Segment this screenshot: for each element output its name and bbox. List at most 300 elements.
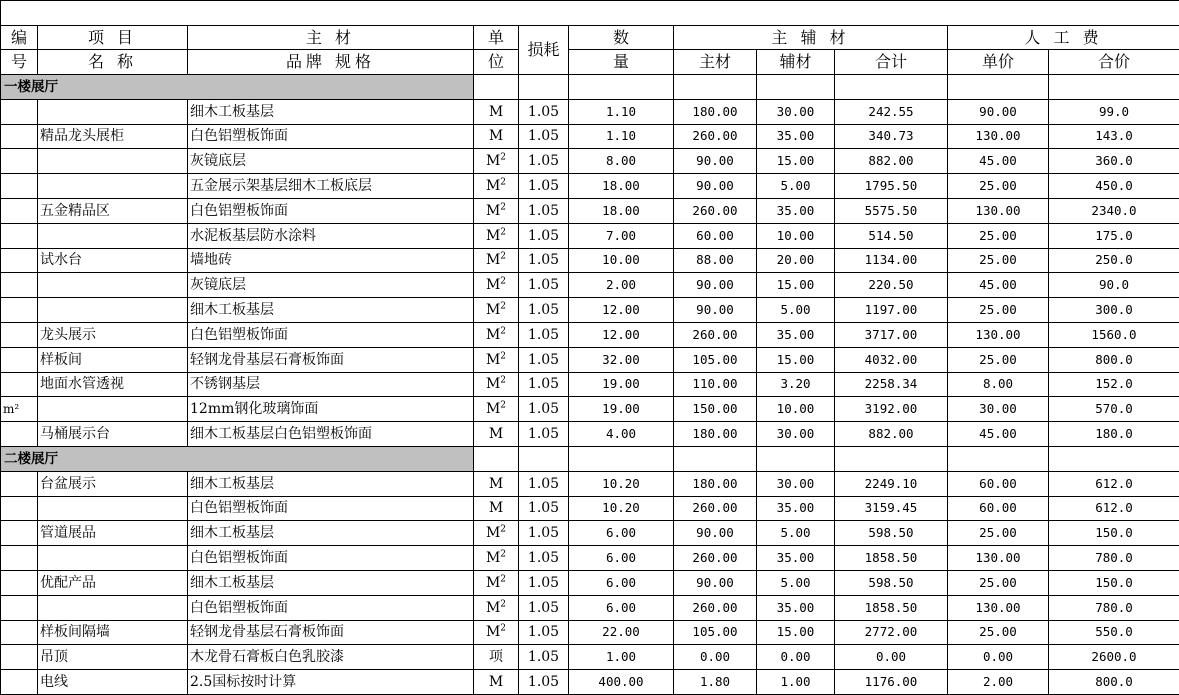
unit-superscript: 2 (500, 351, 506, 361)
cell-labor-unit: 25.00 (948, 620, 1049, 645)
cell-total: 598.50 (835, 521, 948, 546)
cell-unit (474, 99, 519, 124)
cell-labor-total: 90.0 (1049, 273, 1179, 298)
cell-loss: 1.05 (519, 670, 569, 695)
cell-unit (474, 124, 519, 149)
cell-loss: 1.05 (519, 298, 569, 323)
cell-item-name: 试水台 (38, 248, 188, 273)
cell-material: 2.5国标按时计算 (188, 670, 474, 695)
section-blank-cell (474, 446, 519, 471)
cell-main: 90.00 (674, 149, 757, 174)
cell-no (1, 298, 38, 323)
cell-no: m² (1, 397, 38, 422)
cell-material: 细木工板基层 (188, 471, 474, 496)
cell-loss: 1.05 (519, 645, 569, 670)
header-unit-top: 单 (474, 26, 519, 50)
cell-labor-total: 175.0 (1049, 223, 1179, 248)
section-title: 一楼展厅 (1, 75, 474, 100)
header-item-top: 项 目 (38, 26, 188, 50)
cell-total: 1176.00 (835, 670, 948, 695)
header-row-2 (1, 50, 1179, 75)
unit-text: M (486, 376, 500, 392)
cell-labor-unit: 60.00 (948, 471, 1049, 496)
cell-unit (474, 620, 519, 645)
cell-labor-unit: 25.00 (948, 248, 1049, 273)
cell-main: 90.00 (674, 521, 757, 546)
cell-no (1, 223, 38, 248)
unit-text: M (486, 575, 500, 591)
cell-labor-unit: 30.00 (948, 397, 1049, 422)
cell-qty: 19.00 (569, 372, 674, 397)
section-blank-cell (1049, 446, 1179, 471)
cell-labor-total: 99.0 (1049, 99, 1179, 124)
unit-text: M (489, 476, 503, 492)
cell-unit (474, 397, 519, 422)
cell-unit (474, 273, 519, 298)
cell-material: 细木工板基层 (188, 99, 474, 124)
cell-labor-total: 2600.0 (1049, 645, 1179, 670)
unit-text: M (486, 178, 500, 194)
cell-total: 242.55 (835, 99, 948, 124)
cell-labor-total: 300.0 (1049, 298, 1179, 323)
cell-aux: 35.00 (757, 595, 835, 620)
cell-material: 白色铝塑板饰面 (188, 322, 474, 347)
cell-labor-unit: 90.00 (948, 99, 1049, 124)
cell-unit (474, 223, 519, 248)
cell-no (1, 620, 38, 645)
cell-item-name (38, 99, 188, 124)
cell-aux: 35.00 (757, 198, 835, 223)
cell-labor-total: 780.0 (1049, 546, 1179, 571)
cell-loss: 1.05 (519, 595, 569, 620)
unit-text: M (486, 600, 500, 616)
cell-material: 不锈钢基层 (188, 372, 474, 397)
cell-labor-total: 143.0 (1049, 124, 1179, 149)
cell-aux: 10.00 (757, 397, 835, 422)
section-blank-cell (1049, 75, 1179, 100)
section-blank-cell (569, 75, 674, 100)
header-unit-bottom: 位 (474, 50, 519, 75)
cell-labor-unit: 25.00 (948, 570, 1049, 595)
section-blank-cell (948, 75, 1049, 100)
cell-qty: 10.00 (569, 248, 674, 273)
cell-labor-unit: 25.00 (948, 298, 1049, 323)
table-row (1, 174, 1179, 199)
cell-no (1, 347, 38, 372)
section-row (1, 446, 1179, 471)
cell-material: 白色铝塑板饰面 (188, 198, 474, 223)
section-blank-cell (757, 446, 835, 471)
cell-unit (474, 322, 519, 347)
cell-unit (474, 149, 519, 174)
cell-unit (474, 496, 519, 521)
cell-main: 110.00 (674, 372, 757, 397)
cell-labor-unit: 45.00 (948, 149, 1049, 174)
cell-aux: 15.00 (757, 620, 835, 645)
unit-text: M (489, 128, 503, 144)
cell-material: 轻钢龙骨基层石膏板饰面 (188, 620, 474, 645)
unit-superscript: 2 (500, 177, 506, 187)
cell-item-name: 精品龙头展柜 (38, 124, 188, 149)
section-blank-cell (674, 75, 757, 100)
cell-item-name: 台盆展示 (38, 471, 188, 496)
cell-qty: 6.00 (569, 546, 674, 571)
cell-aux: 35.00 (757, 546, 835, 571)
unit-superscript: 2 (500, 574, 506, 584)
cell-labor-unit: 60.00 (948, 496, 1049, 521)
cell-unit (474, 198, 519, 223)
cell-no (1, 570, 38, 595)
cell-qty: 10.20 (569, 496, 674, 521)
cell-no (1, 496, 38, 521)
header-main-aux: 主 辅 材 (674, 26, 948, 50)
cell-labor-unit: 25.00 (948, 174, 1049, 199)
cell-no (1, 372, 38, 397)
cell-labor-total: 800.0 (1049, 670, 1179, 695)
cell-main: 150.00 (674, 397, 757, 422)
cell-item-name (38, 174, 188, 199)
cell-labor-unit: 25.00 (948, 521, 1049, 546)
cell-loss: 1.05 (519, 521, 569, 546)
cell-total: 3717.00 (835, 322, 948, 347)
cell-labor-unit: 130.00 (948, 546, 1049, 571)
cell-total: 1134.00 (835, 248, 948, 273)
cell-labor-unit: 25.00 (948, 347, 1049, 372)
cell-material: 木龙骨石膏板白色乳胶漆 (188, 645, 474, 670)
cell-loss: 1.05 (519, 422, 569, 447)
cell-qty: 19.00 (569, 397, 674, 422)
cell-main: 105.00 (674, 620, 757, 645)
cell-unit (474, 471, 519, 496)
header-total-price: 合价 (1049, 50, 1179, 75)
section-title: 二楼展厅 (1, 446, 474, 471)
cell-no (1, 149, 38, 174)
cell-no (1, 174, 38, 199)
cell-item-name: 管道展品 (38, 521, 188, 546)
cell-material: 五金展示架基层细木工板底层 (188, 174, 474, 199)
table-row (1, 422, 1179, 447)
cell-item-name: 五金精品区 (38, 198, 188, 223)
cell-labor-total: 570.0 (1049, 397, 1179, 422)
table-row (1, 595, 1179, 620)
cell-loss: 1.05 (519, 223, 569, 248)
table-row (1, 273, 1179, 298)
header-no-top: 编 (1, 26, 38, 50)
cell-unit (474, 372, 519, 397)
unit-text: M (486, 228, 500, 244)
unit-text: M (486, 203, 500, 219)
cell-item-name (38, 546, 188, 571)
cell-loss: 1.05 (519, 471, 569, 496)
cell-item-name (38, 223, 188, 248)
unit-text: M (489, 674, 503, 690)
table-row (1, 124, 1179, 149)
top-blank-row (1, 1, 1179, 26)
cell-aux: 30.00 (757, 99, 835, 124)
cell-no (1, 322, 38, 347)
cell-main: 260.00 (674, 322, 757, 347)
unit-superscript: 2 (500, 227, 506, 237)
cell-main: 180.00 (674, 471, 757, 496)
cell-unit (474, 645, 519, 670)
cell-loss: 1.05 (519, 570, 569, 595)
cell-main: 260.00 (674, 496, 757, 521)
cell-total: 882.00 (835, 149, 948, 174)
cell-unit (474, 248, 519, 273)
cell-aux: 5.00 (757, 298, 835, 323)
cell-unit (474, 347, 519, 372)
cell-material: 细木工板基层 (188, 521, 474, 546)
cell-labor-total: 780.0 (1049, 595, 1179, 620)
cell-loss: 1.05 (519, 248, 569, 273)
unit-text: M (486, 252, 500, 268)
table-row (1, 372, 1179, 397)
table-row (1, 149, 1179, 174)
table-row (1, 620, 1179, 645)
cell-aux: 20.00 (757, 248, 835, 273)
header-material-bottom: 品牌 规格 (188, 50, 474, 75)
cell-total: 5575.50 (835, 198, 948, 223)
cell-aux: 3.20 (757, 372, 835, 397)
cell-item-name: 样板间隔墙 (38, 620, 188, 645)
cell-labor-total: 550.0 (1049, 620, 1179, 645)
cell-unit (474, 521, 519, 546)
cell-total: 0.00 (835, 645, 948, 670)
cell-total: 598.50 (835, 570, 948, 595)
cell-item-name (38, 397, 188, 422)
cell-item-name (38, 496, 188, 521)
cell-labor-unit: 45.00 (948, 422, 1049, 447)
section-row (1, 75, 1179, 100)
cell-no (1, 248, 38, 273)
cell-aux: 10.00 (757, 223, 835, 248)
cell-total: 2249.10 (835, 471, 948, 496)
table-row (1, 471, 1179, 496)
unit-text: M (486, 401, 500, 417)
cell-aux: 35.00 (757, 496, 835, 521)
section-blank-cell (835, 75, 948, 100)
cell-item-name: 吊顶 (38, 645, 188, 670)
table-row (1, 223, 1179, 248)
section-blank-cell (674, 446, 757, 471)
cell-loss: 1.05 (519, 397, 569, 422)
unit-superscript: 2 (500, 252, 506, 262)
table-row (1, 645, 1179, 670)
cell-loss: 1.05 (519, 124, 569, 149)
cell-qty: 1.10 (569, 99, 674, 124)
table-row (1, 347, 1179, 372)
unit-superscript: 2 (500, 599, 506, 609)
unit-text: M (489, 104, 503, 120)
header-labor: 人 工 费 (948, 26, 1179, 50)
unit-text: 项 (489, 649, 503, 665)
table-row (1, 521, 1179, 546)
cell-main: 180.00 (674, 422, 757, 447)
unit-superscript: 2 (500, 624, 506, 634)
cell-no (1, 546, 38, 571)
cell-labor-total: 612.0 (1049, 496, 1179, 521)
cell-unit (474, 546, 519, 571)
cell-item-name (38, 595, 188, 620)
header-material-top: 主 材 (188, 26, 474, 50)
cell-no (1, 99, 38, 124)
cell-aux: 35.00 (757, 124, 835, 149)
cell-aux: 5.00 (757, 521, 835, 546)
cell-loss: 1.05 (519, 496, 569, 521)
cell-labor-unit: 130.00 (948, 124, 1049, 149)
header-unit-price: 单价 (948, 50, 1049, 75)
cell-loss: 1.05 (519, 546, 569, 571)
cell-main: 105.00 (674, 347, 757, 372)
cell-labor-total: 800.0 (1049, 347, 1179, 372)
cell-material: 12mm钢化玻璃饰面 (188, 397, 474, 422)
cell-total: 3159.45 (835, 496, 948, 521)
cell-qty: 8.00 (569, 149, 674, 174)
table-row (1, 397, 1179, 422)
cell-qty: 4.00 (569, 422, 674, 447)
cell-material: 细木工板基层 (188, 298, 474, 323)
cell-unit (474, 422, 519, 447)
cell-loss: 1.05 (519, 273, 569, 298)
cell-labor-unit: 2.00 (948, 670, 1049, 695)
unit-text: M (486, 327, 500, 343)
header-qty-top: 数 (569, 26, 674, 50)
unit-text: M (486, 352, 500, 368)
unit-text: M (486, 302, 500, 318)
cell-main: 90.00 (674, 174, 757, 199)
header-loss: 损耗 (519, 26, 569, 75)
cell-loss: 1.05 (519, 174, 569, 199)
header-item-bottom: 名 称 (38, 50, 188, 75)
cell-aux: 15.00 (757, 149, 835, 174)
cell-loss: 1.05 (519, 322, 569, 347)
cell-no (1, 521, 38, 546)
cell-qty: 6.00 (569, 595, 674, 620)
section-blank-cell (519, 75, 569, 100)
unit-superscript: 2 (500, 153, 506, 163)
cell-no (1, 198, 38, 223)
unit-superscript: 2 (500, 202, 506, 212)
header-main: 主材 (674, 50, 757, 75)
cell-aux: 5.00 (757, 570, 835, 595)
cell-aux: 15.00 (757, 273, 835, 298)
cell-qty: 7.00 (569, 223, 674, 248)
cell-unit (474, 174, 519, 199)
unit-text: M (486, 525, 500, 541)
cell-item-name: 样板间 (38, 347, 188, 372)
unit-superscript: 2 (500, 549, 506, 559)
cell-qty: 18.00 (569, 198, 674, 223)
cell-material: 细木工板基层白色铝塑板饰面 (188, 422, 474, 447)
cell-item-name (38, 298, 188, 323)
table-row (1, 298, 1179, 323)
cell-no (1, 422, 38, 447)
cell-unit (474, 670, 519, 695)
cell-material: 轻钢龙骨基层石膏板饰面 (188, 347, 474, 372)
unit-superscript: 2 (500, 301, 506, 311)
cell-loss: 1.05 (519, 198, 569, 223)
unit-text: M (486, 624, 500, 640)
cell-no (1, 595, 38, 620)
section-blank-cell (835, 446, 948, 471)
cell-labor-unit: 130.00 (948, 322, 1049, 347)
cell-main: 260.00 (674, 546, 757, 571)
section-blank-cell (519, 446, 569, 471)
cell-material: 灰镜底层 (188, 273, 474, 298)
section-blank-cell (948, 446, 1049, 471)
unit-text: M (489, 500, 503, 516)
cell-main: 88.00 (674, 248, 757, 273)
unit-superscript: 2 (500, 376, 506, 386)
cell-aux: 30.00 (757, 471, 835, 496)
cell-total: 1197.00 (835, 298, 948, 323)
unit-superscript: 2 (500, 277, 506, 287)
cell-labor-unit: 0.00 (948, 645, 1049, 670)
cell-material: 水泥板基层防水涂料 (188, 223, 474, 248)
section-blank-cell (757, 75, 835, 100)
cell-item-name (38, 273, 188, 298)
table-row (1, 99, 1179, 124)
cell-loss: 1.05 (519, 149, 569, 174)
cell-total: 340.73 (835, 124, 948, 149)
unit-superscript: 2 (500, 326, 506, 336)
cell-total: 4032.00 (835, 347, 948, 372)
cell-qty: 6.00 (569, 521, 674, 546)
cell-total: 882.00 (835, 422, 948, 447)
header-qty-bottom: 量 (569, 50, 674, 75)
cell-main: 1.80 (674, 670, 757, 695)
cell-labor-total: 1560.0 (1049, 322, 1179, 347)
cell-qty: 6.00 (569, 570, 674, 595)
unit-superscript: 2 (500, 401, 506, 411)
cell-material: 白色铝塑板饰面 (188, 496, 474, 521)
unit-superscript: 2 (500, 525, 506, 535)
table-row (1, 248, 1179, 273)
header-row-1 (1, 26, 1179, 50)
cell-aux: 15.00 (757, 347, 835, 372)
cell-labor-unit: 8.00 (948, 372, 1049, 397)
cell-unit (474, 595, 519, 620)
cell-main: 90.00 (674, 570, 757, 595)
cell-item-name: 优配产品 (38, 570, 188, 595)
cell-main: 260.00 (674, 198, 757, 223)
cell-loss: 1.05 (519, 620, 569, 645)
cell-main: 90.00 (674, 273, 757, 298)
cell-qty: 12.00 (569, 322, 674, 347)
cell-item-name: 地面水管透视 (38, 372, 188, 397)
cell-labor-unit: 130.00 (948, 595, 1049, 620)
cell-qty: 400.00 (569, 670, 674, 695)
cell-loss: 1.05 (519, 347, 569, 372)
cell-no (1, 273, 38, 298)
cell-no (1, 645, 38, 670)
cell-labor-total: 612.0 (1049, 471, 1179, 496)
cell-unit (474, 298, 519, 323)
cell-total: 2258.34 (835, 372, 948, 397)
cell-labor-total: 150.0 (1049, 521, 1179, 546)
section-blank-cell (569, 446, 674, 471)
cell-item-name: 马桶展示台 (38, 422, 188, 447)
cell-material: 白色铝塑板饰面 (188, 124, 474, 149)
cell-total: 1858.50 (835, 595, 948, 620)
table-row (1, 322, 1179, 347)
cell-material: 白色铝塑板饰面 (188, 546, 474, 571)
cell-loss: 1.05 (519, 372, 569, 397)
cell-main: 90.00 (674, 298, 757, 323)
cell-qty: 18.00 (569, 174, 674, 199)
cell-unit (474, 570, 519, 595)
cell-main: 260.00 (674, 595, 757, 620)
